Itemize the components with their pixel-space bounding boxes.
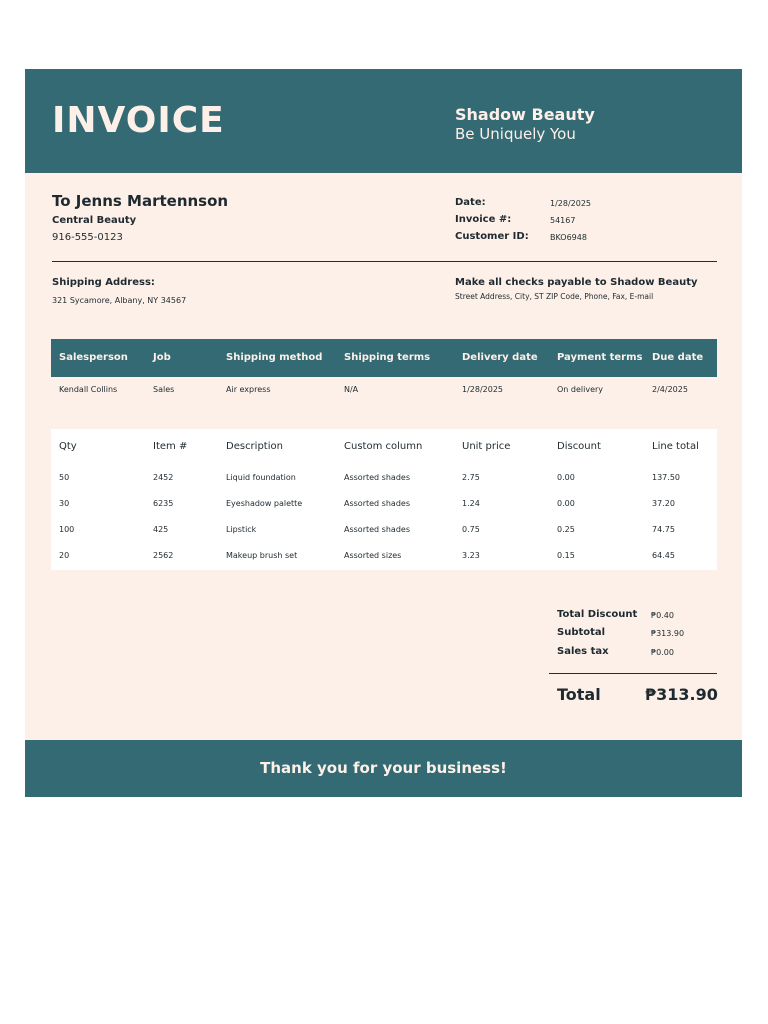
column-header: Shipping terms: [344, 352, 431, 363]
table-cell: 0.00: [557, 473, 575, 482]
table-cell: 2/4/2025: [652, 385, 688, 394]
subtotal-label: Subtotal: [557, 627, 606, 638]
invoice-footer-band: [25, 740, 742, 797]
section-divider: [52, 261, 717, 262]
thank-you-message: Thank you for your business!: [260, 759, 507, 777]
table-cell: 0.25: [557, 525, 575, 534]
table-cell: 0.00: [557, 499, 575, 508]
column-header: Item #: [153, 441, 188, 452]
bill-to-phone: 916-555-0123: [52, 232, 123, 243]
table-cell: 2.75: [462, 473, 480, 482]
items-table: [51, 429, 717, 570]
invoice-number-label: Invoice #:: [455, 214, 512, 225]
total-value: ₱313.90: [645, 685, 718, 704]
shipping-address-label: Shipping Address:: [52, 277, 155, 288]
table-cell: Liquid foundation: [226, 473, 296, 482]
total-label: Total: [557, 685, 601, 704]
table-cell: Assorted sizes: [344, 551, 402, 560]
table-cell: 100: [59, 525, 75, 534]
table-cell: Assorted shades: [344, 525, 410, 534]
column-header: Qty: [59, 441, 77, 452]
column-header: Line total: [652, 441, 699, 452]
column-header: Description: [226, 441, 283, 452]
table-cell: Eyeshadow palette: [226, 499, 303, 508]
table-cell: Assorted shades: [344, 473, 410, 482]
table-cell: 37.20: [652, 499, 675, 508]
customer-id-value: BKO6948: [550, 233, 587, 242]
table-cell: 6235: [153, 499, 174, 508]
table-cell: 425: [153, 525, 169, 534]
company-name: Shadow Beauty: [455, 105, 595, 124]
invoice-header-band: [25, 69, 742, 173]
column-header: Custom column: [344, 441, 423, 452]
column-header: Shipping method: [226, 352, 323, 363]
table-cell: Lipstick: [226, 525, 257, 534]
column-header: Due date: [652, 352, 704, 363]
table-cell: 2452: [153, 473, 174, 482]
table-cell: 50: [59, 473, 70, 482]
table-cell: 0.15: [557, 551, 575, 560]
table-cell: N/A: [344, 385, 359, 394]
total-discount-value: ₱0.40: [651, 611, 674, 620]
customer-id-label: Customer ID:: [455, 231, 529, 242]
sales-tax-label: Sales tax: [557, 646, 609, 657]
invoice-title: INVOICE: [52, 100, 225, 141]
order-table-header: [51, 339, 717, 377]
invoice-number-value: 54167: [550, 216, 576, 225]
table-cell: Sales: [153, 385, 175, 394]
column-header: Salesperson: [59, 352, 128, 363]
column-header: Unit price: [462, 441, 511, 452]
table-cell: Makeup brush set: [226, 551, 298, 560]
table-cell: Assorted shades: [344, 499, 410, 508]
table-cell: 0.75: [462, 525, 480, 534]
shipping-address: 321 Sycamore, Albany, NY 34567: [52, 296, 187, 305]
table-cell: 137.50: [652, 473, 680, 482]
column-header: Delivery date: [462, 352, 538, 363]
total-divider: [549, 673, 717, 674]
table-cell: 1/28/2025: [462, 385, 504, 394]
payable-to-address: Street Address, City, ST ZIP Code, Phone, Fax, E-mail: [455, 292, 654, 301]
table-cell: 3.23: [462, 551, 480, 560]
column-header: Payment terms: [557, 352, 643, 363]
table-cell: 1.24: [462, 499, 480, 508]
subtotal-value: ₱313.90: [651, 629, 685, 638]
column-header: Job: [153, 352, 171, 363]
table-cell: 2562: [153, 551, 174, 560]
bill-to-name: To Jenns Martennson: [52, 192, 229, 210]
table-cell: 20: [59, 551, 70, 560]
date-label: Date:: [455, 197, 486, 208]
table-cell: 30: [59, 499, 70, 508]
bill-to-company: Central Beauty: [52, 215, 137, 226]
table-cell: Kendall Collins: [59, 385, 118, 394]
company-tagline: Be Uniquely You: [455, 125, 576, 143]
date-value: 1/28/2025: [550, 199, 592, 208]
table-cell: Air express: [226, 385, 271, 394]
table-cell: 74.75: [652, 525, 675, 534]
payable-to-label: Make all checks payable to Shadow Beauty: [455, 277, 698, 288]
table-cell: 64.45: [652, 551, 675, 560]
sales-tax-value: ₱0.00: [651, 648, 674, 657]
table-cell: On delivery: [557, 385, 604, 394]
total-discount-label: Total Discount: [557, 609, 638, 620]
invoice-sheet: [25, 69, 742, 797]
column-header: Discount: [557, 441, 601, 452]
